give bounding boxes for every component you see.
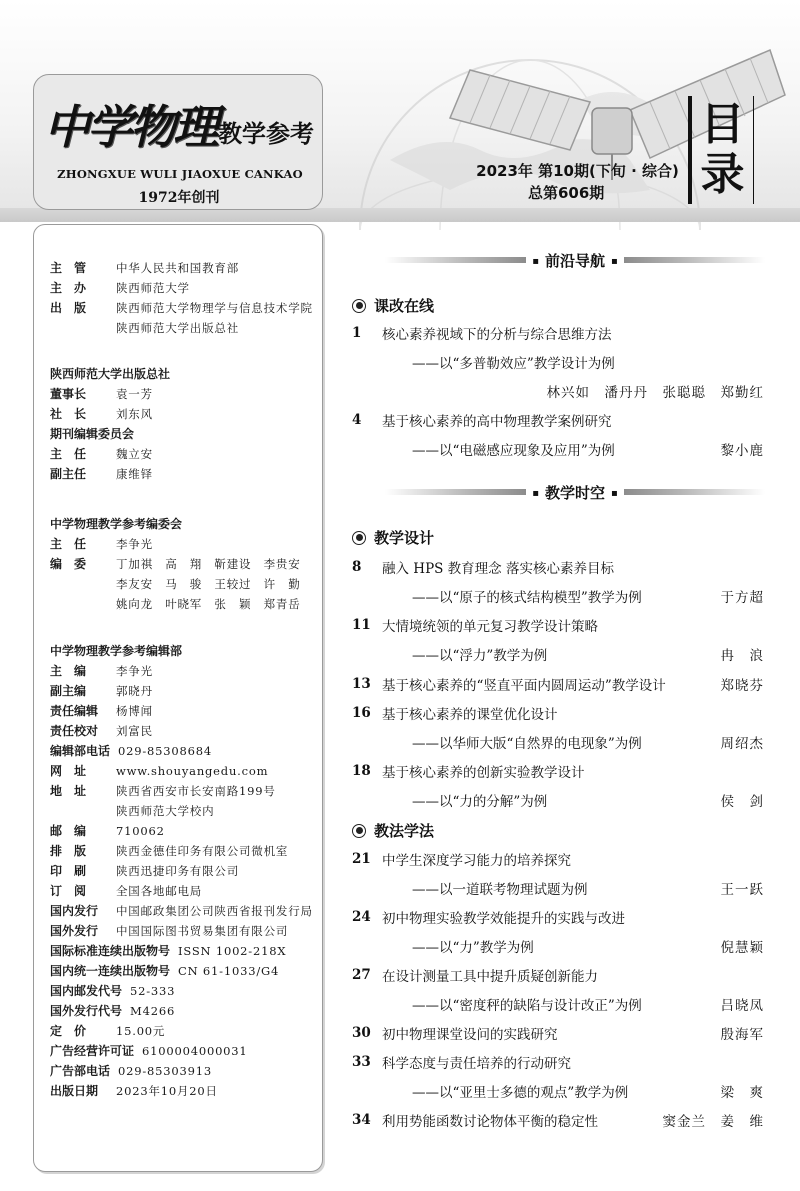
toc-entry-subtitle [352,731,764,753]
row-value: 中华人民共和国教育部 [116,261,239,275]
article-author: 黎小鹿 [720,443,764,459]
article-title: 科学态度与责任培养的行动研究 [382,1056,571,1072]
article-subtitle: ——以一道联考物理试题为例 [412,882,588,898]
toc-entry-authors [352,380,764,402]
publisher-row [50,258,313,278]
row-label: 主 任 [50,447,87,461]
page-number: 16 [352,705,371,721]
page-number: 21 [352,851,371,867]
section-title: 教学设计 [374,529,435,547]
row-label: 国外发行代号 [50,1004,123,1018]
row-value: CN 61-1033/G4 [178,964,280,978]
editorial-row [50,861,313,881]
editorial-row [50,761,313,781]
article-title: 初中物理实验教学效能提升的实践与改进 [382,911,625,927]
editorial-row [50,681,313,701]
article-author: 殷海军 [720,1027,764,1043]
row-value: 中国邮政集团公司陕西省报刊发行局 [116,904,313,918]
toc-entry[interactable] [352,964,764,986]
toc-entry[interactable] [352,702,764,724]
page-number: 33 [352,1054,371,1070]
editorial-row [50,901,313,921]
article-subtitle: ——以“浮力”教学为例 [412,648,548,664]
press-row [50,384,170,404]
article-author: 吕晓凤 [720,998,764,1014]
row-value: M4266 [130,1004,176,1018]
section-heading [352,295,434,316]
row-label: 定 价 [50,1024,87,1038]
row-label: 编辑部电话 [50,744,111,758]
article-title: 利用势能函数讨论物体平衡的稳定性 [382,1114,598,1130]
board-row [50,534,301,554]
toc-entry-subtitle [352,1080,764,1102]
row-value: 刘富民 [116,724,153,738]
article-author: 冉 浪 [720,648,764,664]
row-value: 陕西师范大学物理学与信息技术学院 [116,301,313,315]
editorial-row [50,981,313,1001]
row-value: 陕西金德佳印务有限公司微机室 [116,844,289,858]
row-label: 出 版 [50,301,87,315]
page-number: 18 [352,763,371,779]
logo-subtitle: 教学参考 [218,120,314,148]
article-author: 倪慧颖 [720,940,764,956]
article-subtitle: ——以“原子的核式结构模型”教学为例 [412,590,642,606]
page-number: 1 [352,325,362,341]
section-heading [352,820,434,841]
row-value: 陕西迅捷印务有限公司 [116,864,239,878]
article-subtitle: ——以“力的分解”为例 [412,794,548,810]
article-subtitle: ——以“亚里士多德的观点”教学为例 [412,1085,629,1101]
article-author: 梁 爽 [720,1085,764,1101]
issue-info [470,160,685,204]
banner-bar [624,257,765,263]
article-subtitle: ——以“密度秤的缺陷与设计改正”为例 [412,998,642,1014]
row-label: 广告经营许可证 [50,1044,135,1058]
banner-teaching-space [385,482,765,502]
row-label: 责任校对 [50,724,99,738]
issue-line-2: 总第606期 [528,184,605,202]
logo-pinyin: ZHONGXUE WULI JIAOXUE CANKAO [57,167,303,181]
toc-heading [688,96,754,204]
row-label: 出版日期 [50,1084,99,1098]
row-value: 6100004000031 [142,1044,248,1058]
row-value: 中国国际图书贸易集团有限公司 [116,924,289,938]
article-author: 王一跃 [720,882,764,898]
row-label [50,594,116,614]
toc-entry[interactable] [352,1051,764,1073]
toc-entry[interactable] [352,673,764,695]
journal-logo [33,74,323,210]
row-value: 15.00元 [116,1024,166,1038]
toc-heading-char-1: 目 [700,99,745,150]
editorial-row [50,701,313,721]
toc-entry[interactable] [352,409,764,431]
row-value: 710062 [116,824,165,838]
toc-entry[interactable] [352,848,764,870]
editorial-row [50,821,313,841]
row-label: 国内发行 [50,904,99,918]
toc-entry[interactable] [352,614,764,636]
article-subtitle: ——以华师大版“自然界的电现象”为例 [412,736,642,752]
row-label: 订 阅 [50,884,87,898]
toc-entry-subtitle [352,643,764,665]
row-value: 郭晓丹 [116,684,153,698]
editorial-row [50,1001,313,1021]
editorial-row [50,921,313,941]
toc-entry[interactable] [352,760,764,782]
row-value: 魏立安 [116,447,153,461]
toc-entry-subtitle [352,585,764,607]
banner-bar [385,489,526,495]
editorial-row [50,1081,313,1101]
toc-entry[interactable] [352,906,764,928]
banner-title: ▪ 教学时空 ▪ [526,482,624,503]
article-title: 大情境统领的单元复习教学设计策略 [382,619,598,635]
banner-title: ▪ 前沿导航 ▪ [526,250,624,271]
row-value: 丁加祺 高 翔 靳建设 李贵安 [116,557,301,571]
editorial-row [50,721,313,741]
row-label: 国内统一连续出版物号 [50,964,171,978]
editorial-row [50,941,313,961]
article-author: 侯 剑 [720,794,764,810]
target-circle-icon [352,824,366,838]
article-author: 郑晓芬 [720,678,764,694]
press-row [50,404,170,424]
row-label [50,801,116,821]
row-value: 康维铎 [116,467,153,481]
row-label: 主 任 [50,537,87,551]
page-number: 11 [352,617,371,633]
editorial-row [50,661,313,681]
target-circle-icon [352,299,366,313]
row-value: 全国各地邮电局 [116,884,203,898]
toc-entry-subtitle [352,877,764,899]
row-value: 陕西师范大学校内 [116,804,215,818]
toc-heading-char-2: 录 [700,149,745,200]
banner-bar [624,489,765,495]
row-value: 029-85308684 [118,744,212,758]
row-label: 印 刷 [50,864,87,878]
row-label [50,318,116,338]
row-value: 李争光 [116,664,153,678]
article-subtitle: ——以“电磁感应现象及应用”为例 [412,443,615,459]
article-title: 初中物理课堂设问的实践研究 [382,1027,558,1043]
editorial-row [50,1021,313,1041]
editorial-block [50,641,313,1101]
section-title: 课改在线 [374,297,435,315]
row-label: 国内邮发代号 [50,984,123,998]
article-author: 窦金兰 姜 维 [662,1114,764,1130]
board-block [50,514,301,614]
toc-entry-subtitle [352,993,764,1015]
row-label: 主 管 [50,261,87,275]
section-heading [352,527,434,548]
page-number: 24 [352,909,371,925]
editorial-row [50,841,313,861]
toc-entry-subtitle [352,351,764,373]
article-title: 中学生深度学习能力的培养探究 [382,853,571,869]
row-value: 姚向龙 叶晓军 张 颖 郑青岳 [116,597,301,611]
article-title: 基于核心素养的课堂优化设计 [382,707,558,723]
target-circle-icon [352,531,366,545]
toc-entry[interactable] [352,556,764,578]
editorial-heading: 中学物理教学参考编辑部 [50,644,183,658]
article-title: 在设计测量工具中提升质疑创新能力 [382,969,598,985]
row-value: 2023年10月20日 [116,1084,218,1098]
editorial-row [50,1061,313,1081]
toc-entry-subtitle [352,438,764,460]
logo-calligraphy: 中学物理 [44,100,216,154]
publisher-row [50,278,313,298]
row-value: 李友安 马 骏 王较过 许 勤 [116,577,301,591]
committee-row [50,464,170,484]
banner-frontier-navigation [385,250,765,270]
page-number: 34 [352,1112,371,1128]
committee-row [50,444,170,464]
press-block [50,364,170,484]
article-title: 基于核心素养的创新实验教学设计 [382,765,585,781]
board-row [50,574,301,594]
banner-bar [385,257,526,263]
row-label: 国外发行 [50,924,99,938]
row-label: 主 办 [50,281,87,295]
article-authors: 林兴如 潘丹丹 张聪聪 郑勤红 [546,385,764,401]
row-value: 刘东风 [116,407,153,421]
article-subtitle: ——以“多普勒效应”教学设计为例 [412,356,615,372]
article-title: 融入 HPS 教育理念 落实核心素养目标 [382,561,614,577]
row-label: 广告部电话 [50,1064,111,1078]
article-title: 基于核心素养的“竖直平面内圆周运动”教学设计 [382,678,666,694]
editorial-row [50,1041,313,1061]
page-number: 4 [352,412,362,428]
row-label: 排 版 [50,844,87,858]
row-value: 袁一芳 [116,387,153,401]
row-label: 责任编辑 [50,704,99,718]
row-value: 陕西师范大学出版总社 [116,321,239,335]
row-label: 编 委 [50,557,87,571]
page-number: 8 [352,559,362,575]
article-title: 基于核心素养的高中物理教学案例研究 [382,414,612,430]
article-subtitle: ——以“力”教学为例 [412,940,534,956]
editorial-row [50,741,313,761]
row-label: 邮 编 [50,824,87,838]
logo-founded: 1972年创刊 [138,190,220,206]
editorial-row [50,801,313,821]
toc-entry[interactable] [352,322,764,344]
toc-entry[interactable] [352,1022,764,1044]
editorial-row [50,961,313,981]
press-heading: 陕西师范大学出版总社 [50,367,171,381]
toc-entry-subtitle [352,935,764,957]
board-row [50,594,301,614]
row-label: 主 编 [50,664,87,678]
issue-line-1: 2023年 第10期(下旬 · 综合) [476,162,679,180]
row-label: 董事长 [50,387,87,401]
editorial-row [50,881,313,901]
publisher-row [50,318,313,338]
row-label: 网 址 [50,764,87,778]
editorial-row [50,781,313,801]
row-label: 副主编 [50,684,87,698]
logo-title [44,91,314,157]
header-bottom-stripe [0,208,800,222]
publisher-block [50,258,313,338]
board-heading: 中学物理教学参考编委会 [50,517,183,531]
page-number: 13 [352,676,371,692]
article-author: 于方超 [720,590,764,606]
toc-entry-subtitle [352,789,764,811]
section-title: 教法学法 [374,822,435,840]
row-value: 陕西省西安市长安南路199号 [116,784,276,798]
row-label: 社 长 [50,407,87,421]
row-label: 国际标准连续出版物号 [50,944,171,958]
board-row [50,554,301,574]
row-label: 副主任 [50,467,87,481]
row-value: ISSN 1002-218X [178,944,287,958]
row-value: 杨博闻 [116,704,153,718]
row-label: 地 址 [50,784,87,798]
page-number: 27 [352,967,371,983]
row-value: 52-333 [130,984,176,998]
row-label [50,574,116,594]
committee-heading: 期刊编辑委员会 [50,427,135,441]
row-value: 029-85303913 [118,1064,212,1078]
page-number: 30 [352,1025,371,1041]
row-value: 陕西师范大学 [116,281,190,295]
row-value: 李争光 [116,537,153,551]
article-title: 核心素养视域下的分析与综合思维方法 [382,327,612,343]
publisher-row [50,298,313,318]
toc-entry[interactable] [352,1109,764,1131]
row-value: www.shouyangedu.com [116,764,269,778]
article-author: 周绍杰 [720,736,764,752]
